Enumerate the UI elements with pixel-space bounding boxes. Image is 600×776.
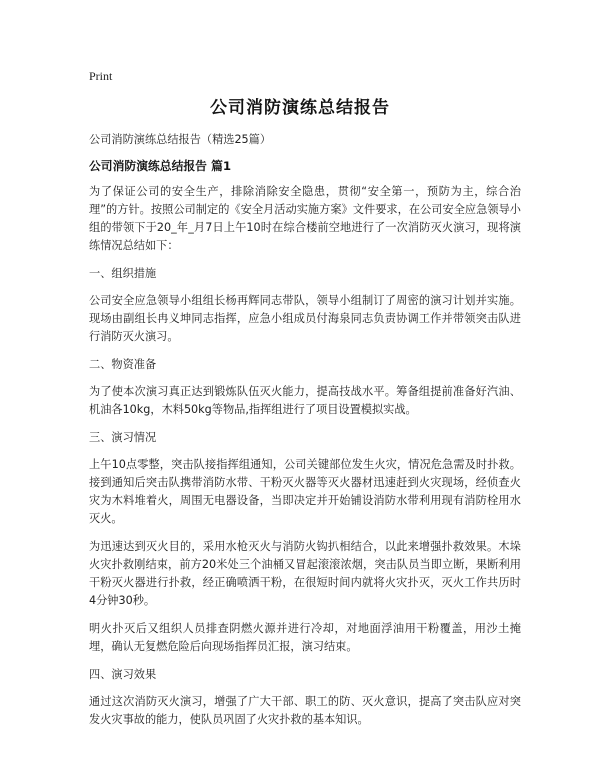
section-paragraph: 为了使本次演习真正达到锻炼队伍灭火能力，提高技战水平。筹备组提前准备好汽油、机油各10kg，木料50kg等物品,指挥组进行了项目设置模拟实战。	[89, 385, 521, 416]
section-heading: 三、演习情况	[89, 431, 157, 444]
section-organization	[89, 265, 521, 346]
section-materials	[89, 356, 521, 419]
section-paragraph: 为迅速达到灭火目的，采用水枪灭火与消防火钩扒相结合，以此来增强扑救效果。木垛火灾扑救刚结束，前方20米处三个油桶又冒起滚滚浓烟，突击队员当即立断，果断利用干粉灭火器进行扑救，经正确喷洒干粉，在很短时间内就将火灾扑灭，灭火工作共历时4分钟30秒。	[89, 540, 521, 607]
section-paragraph: 上午10点零整，突击队接指挥组通知，公司关键部位发生火灾，情况危急需及时扑救。接到通知后突击队携带消防水带、干粉灭火器等灭火器材迅速赶到火灾现场，经侦查火灾为木料堆着火，周围无电器设备，当即决定并开始铺设消防水带利用现有消防栓用水灭火。	[89, 458, 521, 525]
document-subtitle: 公司消防演练总结报告（精选25篇）	[89, 133, 272, 146]
document-title: 公司消防演练总结报告	[210, 98, 390, 118]
section-paragraph: 明火扑灭后又组织人员排查阴燃火源并进行冷却，对地面浮油用干粉覆盖，用沙土掩埋，确认无复燃危险后向现场指挥员汇报，演习结束。	[89, 622, 521, 653]
section-paragraph: 通过这次消防灭火演习，增强了广大干部、职工的防、灭火意识，提高了突击队应对突发火灾事故的能力，使队员巩固了火灾扑救的基本知识。	[89, 695, 521, 726]
section-title: 公司消防演练总结报告 篇1	[89, 159, 232, 173]
print-link[interactable]: Print	[89, 69, 113, 83]
section-effect	[89, 666, 521, 729]
intro-paragraph: 为了保证公司的安全生产，排除消除安全隐患，贯彻“安全第一，预防为主，综合治理”的方针。按照公司制定的《安全月活动实施方案》文件要求，在公司安全应急领导小组的带领下于20_年_月7日上午10时在综合楼前空地进行了一次消防灭火演习，现将演练情况总结如下：	[89, 185, 521, 252]
section-heading: 四、演习效果	[89, 668, 157, 681]
document-body	[89, 131, 521, 739]
section-drill	[89, 429, 521, 656]
section-paragraph: 公司安全应急领导小组组长杨再辉同志带队，领导小组制订了周密的演习计划并实施。现场由副组长冉义坤同志指挥，应急小组成员付海泉同志负责协调工作并带领突击队进行消防灭火演习。	[89, 294, 521, 343]
section-heading: 一、组织措施	[89, 267, 157, 280]
section-heading: 二、物资准备	[89, 358, 157, 371]
